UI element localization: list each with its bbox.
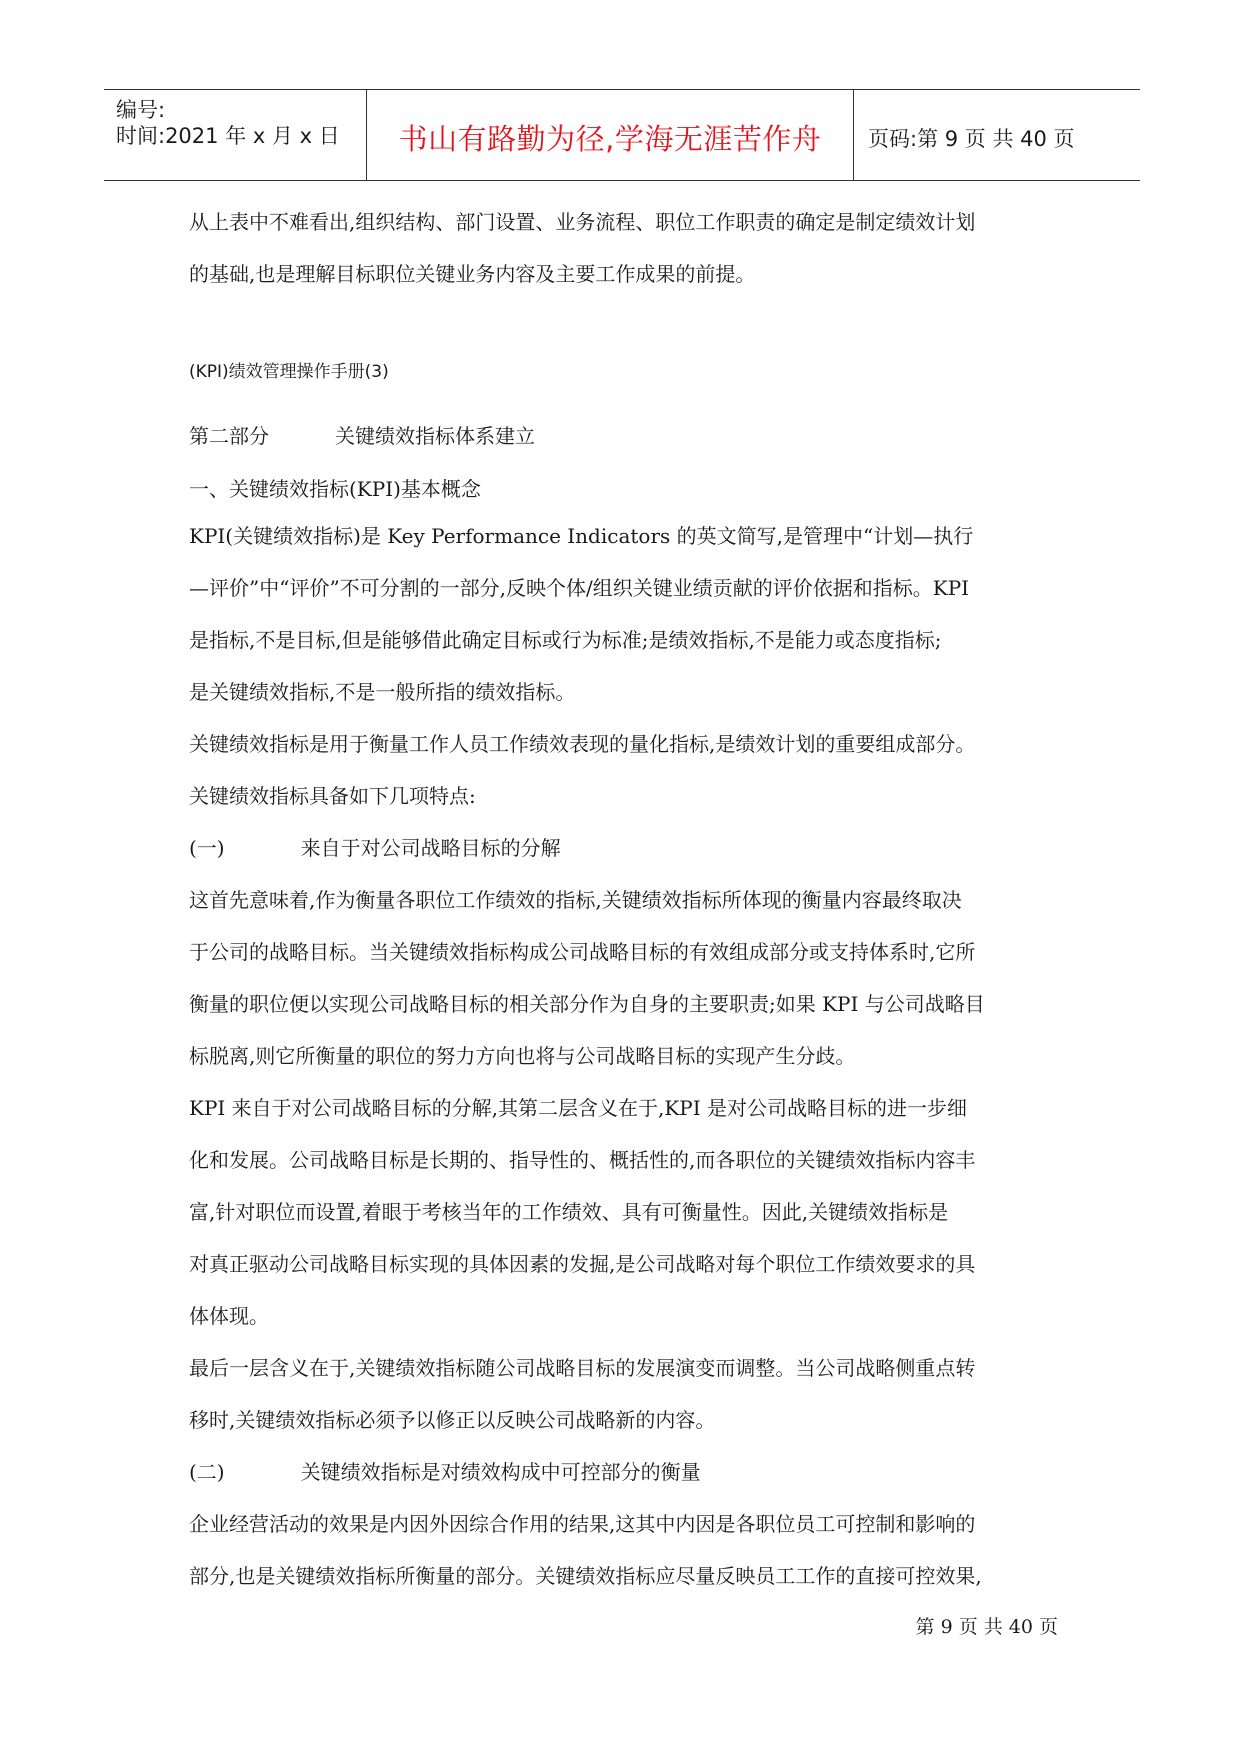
text-line: 这首先意味着,作为衡量各职位工作绩效的指标,关键绩效指标所体现的衡量内容最终取决: [189, 888, 962, 912]
header-motto: 书山有路勤为径,学海无涯苦作舟: [398, 122, 822, 156]
text-line: 关键绩效指标是用于衡量工作人员工作绩效表现的量化指标,是绩效计划的重要组成部分。: [189, 732, 976, 756]
text-line: 体体现。: [189, 1304, 269, 1328]
text-line: 企业经营活动的效果是内因外因综合作用的结果,这其中内因是各职位员工可控制和影响的: [189, 1512, 976, 1536]
text-line: 部分,也是关键绩效指标所衡量的部分。关键绩效指标应尽量反映员工工作的直接可控效果,: [189, 1564, 982, 1588]
feature-heading: [189, 822, 1069, 874]
section-heading: 一、关键绩效指标(KPI)基本概念: [189, 477, 481, 501]
text-line: 的基础,也是理解目标职位关键业务内容及主要工作成果的前提。: [189, 262, 756, 286]
intro-paragraph: [189, 196, 1069, 300]
feature-heading: [189, 1446, 1069, 1498]
feature-number: (一): [189, 836, 225, 860]
page-footer: 第 9 页 共 40 页: [915, 1616, 1058, 1638]
text-line: 移时,关键绩效指标必须予以修正以反映公司战略新的内容。: [189, 1408, 716, 1432]
text-line: 是指标,不是目标,但是能够借此确定目标或行为标准;是绩效指标,不是能力或态度指标;: [189, 628, 942, 652]
document-time-label: 时间:2021 年 x 月 x 日: [116, 124, 340, 148]
feature-number: (二): [189, 1460, 225, 1484]
text-line: 于公司的战略目标。当关键绩效指标构成公司战略目标的有效组成部分或支持体系时,它所: [189, 940, 976, 964]
text-line: 富,针对职位而设置,着眼于考核当年的工作绩效、具有可衡量性。因此,关键绩效指标是: [189, 1200, 949, 1224]
header-middle-cell: [367, 90, 854, 180]
text-line: 从上表中不难看出,组织结构、部门设置、业务流程、职位工作职责的确定是制定绩效计划: [189, 210, 976, 234]
header-right-cell: [854, 90, 1140, 180]
header-page-number: 页码:第 9 页 共 40 页: [868, 127, 1075, 151]
text-line: KPI(关键绩效指标)是 Key Performance Indicators 的英文简写,是管理中“计划—执行: [189, 524, 974, 548]
document-number-label: 编号:: [116, 98, 166, 122]
text-line: 化和发展。公司战略目标是长期的、指导性的、概括性的,而各职位的关键绩效指标内容丰: [189, 1148, 976, 1172]
feature-title: 来自于对公司战略目标的分解: [300, 836, 561, 860]
part-title: 关键绩效指标体系建立: [335, 424, 535, 448]
text-line: 对真正驱动公司战略目标实现的具体因素的发掘,是公司战略对每个职位工作绩效要求的具: [189, 1252, 976, 1276]
document-title: (KPI)绩效管理操作手册(3): [189, 362, 389, 382]
text-line: KPI 来自于对公司战略目标的分解,其第二层含义在于,KPI 是对公司战略目标的进一步细: [189, 1096, 968, 1120]
text-line: 关键绩效指标具备如下几项特点:: [189, 784, 476, 808]
page-header: [104, 89, 1140, 181]
text-line: 最后一层含义在于,关键绩效指标随公司战略目标的发展演变而调整。当公司战略侧重点转: [189, 1356, 976, 1380]
text-line: 是关键绩效指标,不是一般所指的绩效指标。: [189, 680, 576, 704]
part-heading: [189, 420, 535, 449]
feature-title: 关键绩效指标是对绩效构成中可控部分的衡量: [300, 1460, 701, 1484]
text-line: 标脱离,则它所衡量的职位的努力方向也将与公司战略目标的实现产生分歧。: [189, 1044, 856, 1068]
header-left-cell: [104, 90, 367, 180]
text-line: —评价”中“评价”不可分割的一部分,反映个体/组织关键业绩贡献的评价依据和指标。KPI: [189, 576, 970, 600]
text-line: 衡量的职位便以实现公司战略目标的相关部分作为自身的主要职责;如果 KPI 与公司战略目: [189, 992, 985, 1016]
kpi-definition-paragraph: [189, 510, 1069, 1602]
part-number: 第二部分: [189, 424, 269, 448]
